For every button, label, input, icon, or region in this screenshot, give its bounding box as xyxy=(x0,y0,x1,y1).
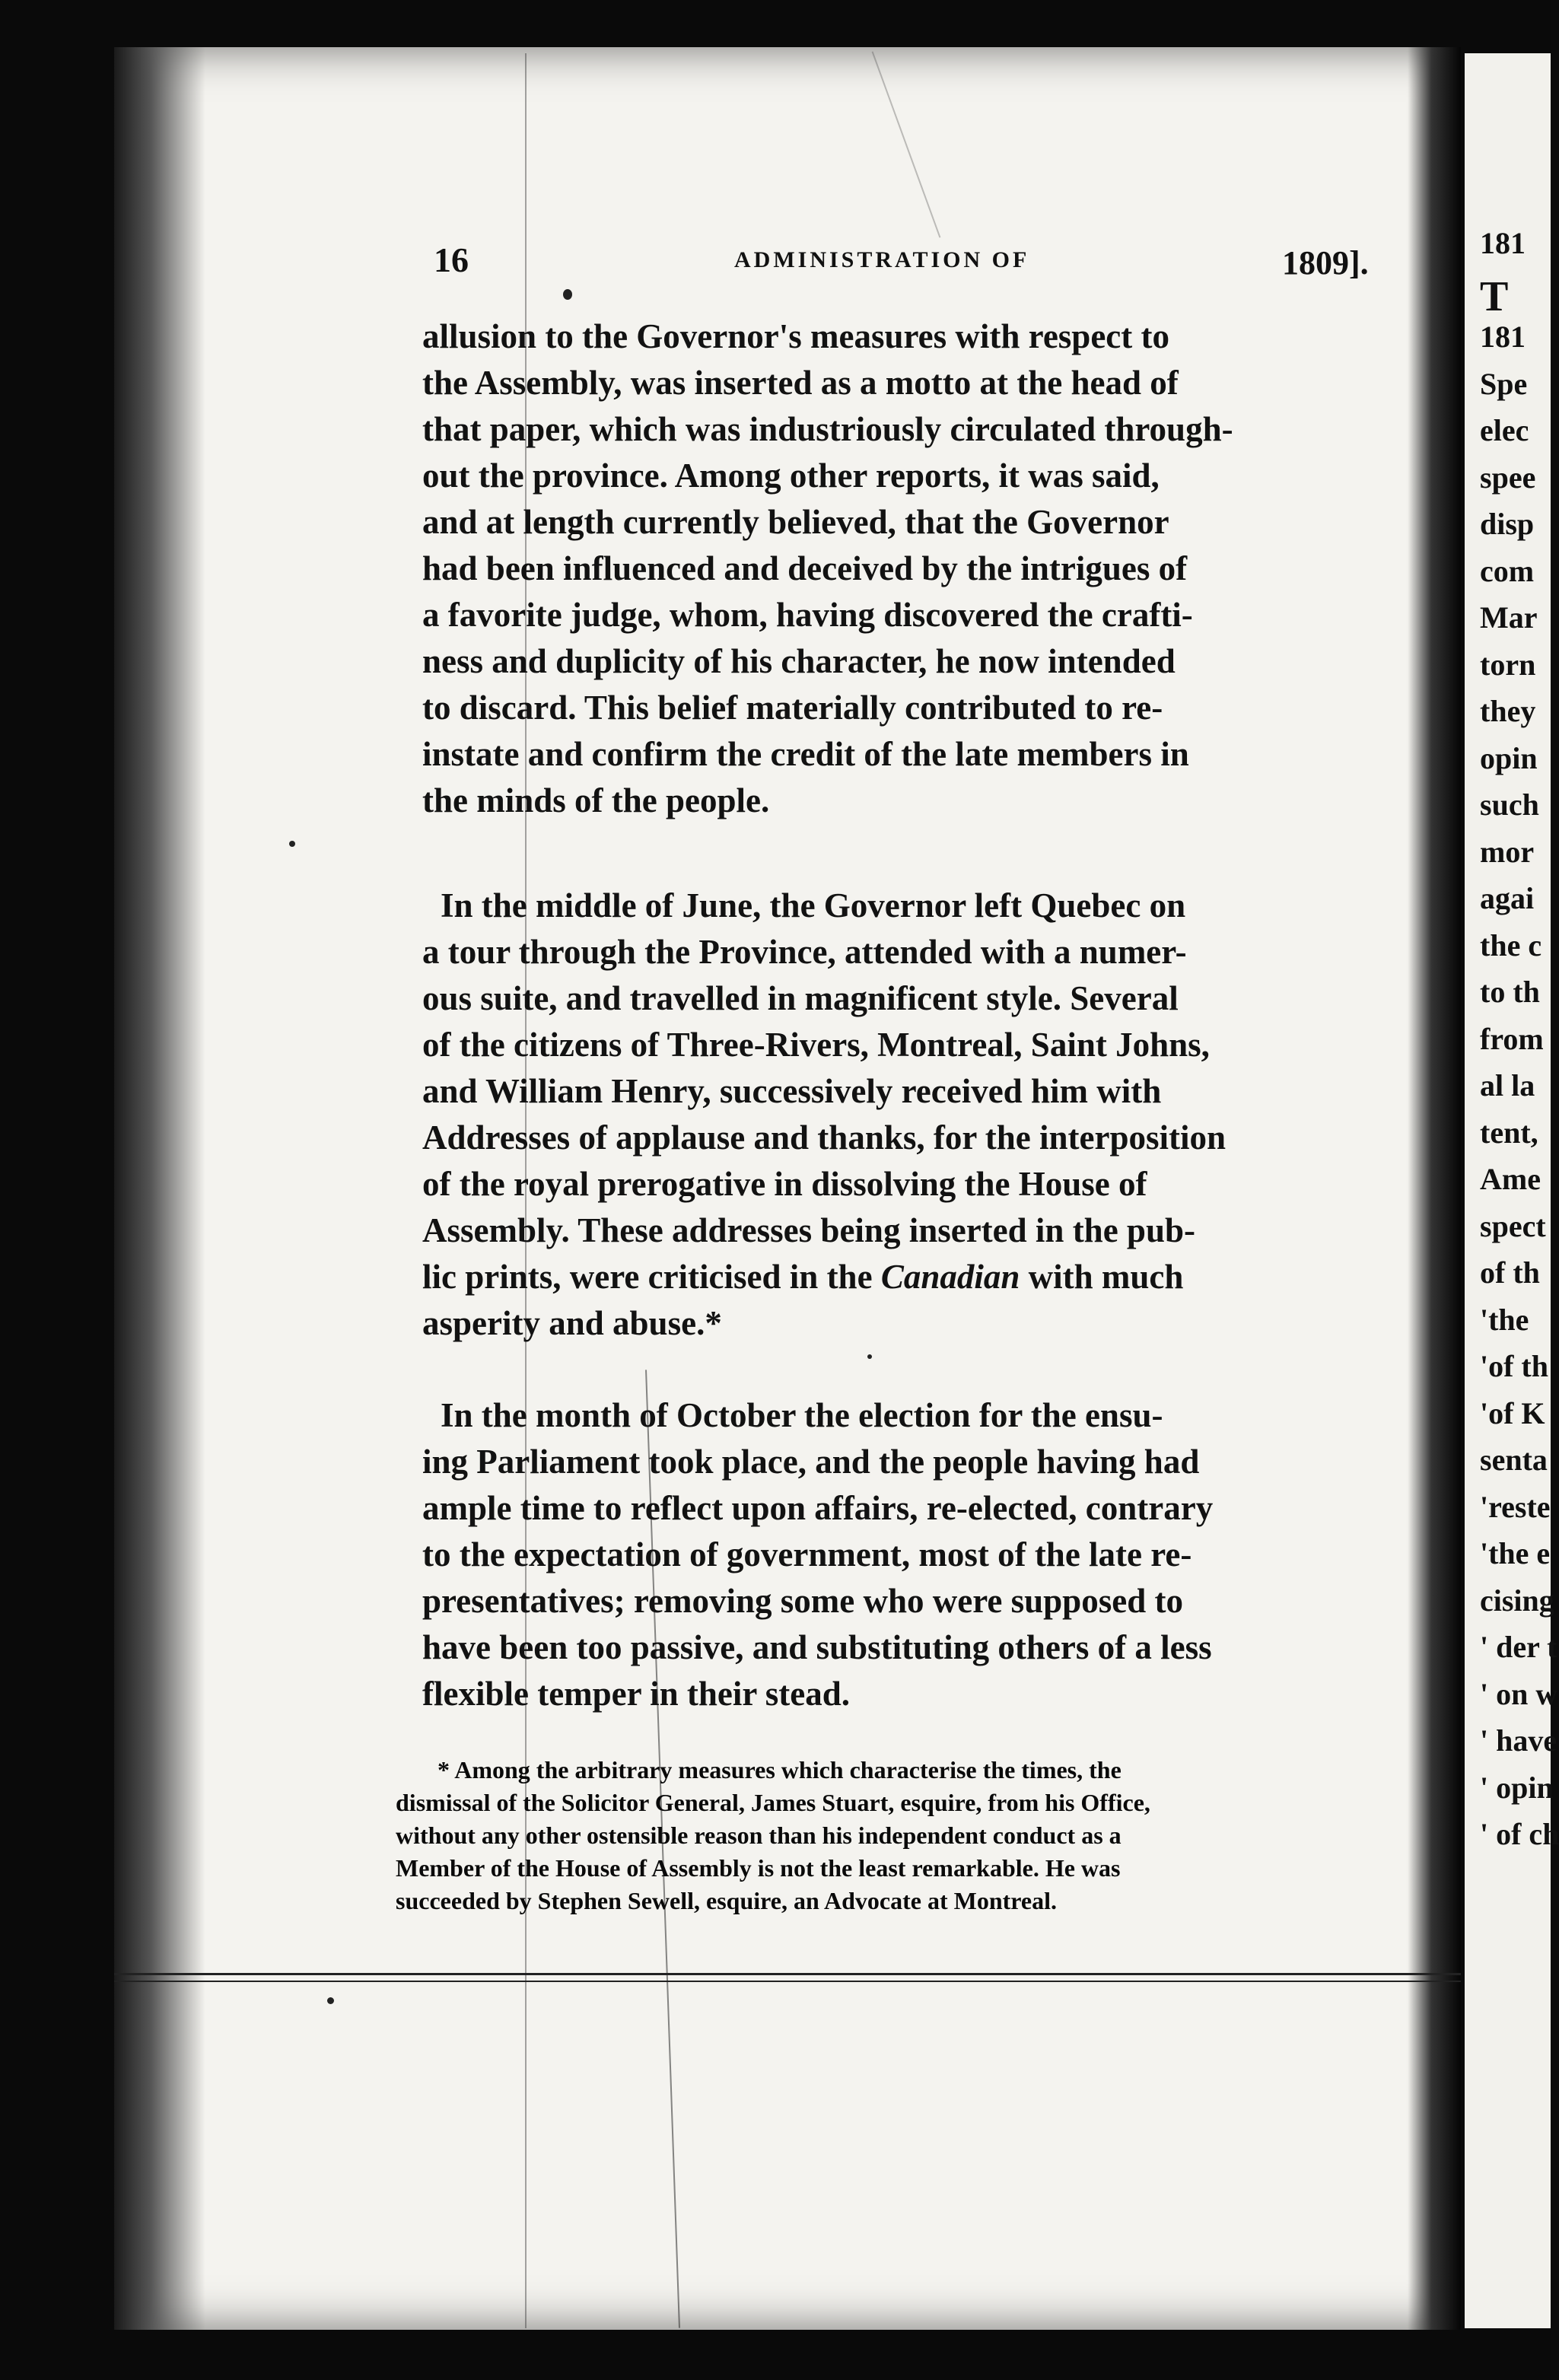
facing-page-line: the c xyxy=(1480,928,1542,963)
facing-page-line: ' der t xyxy=(1480,1630,1557,1664)
text-line: and at length currently believed, that the Governor xyxy=(422,503,1169,541)
facing-page-line: 'of K xyxy=(1480,1395,1545,1430)
scan-speck xyxy=(867,1354,872,1359)
paragraph-2 xyxy=(422,883,1389,1347)
facing-page-line: agai xyxy=(1480,881,1535,915)
facing-page-line: to th xyxy=(1480,975,1540,1009)
text-line: instate and confirm the credit of the late members in xyxy=(422,735,1189,773)
footnote xyxy=(396,1754,1362,1917)
facing-page-line: tent, xyxy=(1480,1115,1538,1150)
footnote-line: dismissal of the Solicitor General, James Stuart, esquire, from his Office, xyxy=(396,1789,1150,1816)
facing-page-line: ' on w xyxy=(1480,1676,1558,1711)
facing-page-line: T xyxy=(1480,272,1509,320)
facing-page-line: senta xyxy=(1480,1443,1548,1477)
running-head xyxy=(434,240,1461,285)
facing-page-line: Spe xyxy=(1480,366,1528,401)
facing-page-line: disp xyxy=(1480,507,1535,541)
facing-page-line: such xyxy=(1480,788,1539,822)
facing-page-line: Ame xyxy=(1480,1162,1541,1196)
facing-page-line: cising xyxy=(1480,1583,1554,1618)
text-line: that paper, which was industriously circulated through- xyxy=(422,410,1233,448)
text-line: a tour through the Province, attended with a numer- xyxy=(422,933,1187,971)
page-edge-shadow xyxy=(114,47,205,2330)
text-line: out the province. Among other reports, it was said, xyxy=(422,457,1160,495)
scan-speck xyxy=(289,841,295,847)
footnote-line: without any other ostensible reason than his independent conduct as a xyxy=(396,1822,1122,1849)
footnote-line: * Among the arbitrary measures which characterise the times, the xyxy=(437,1756,1122,1783)
facing-page-line: from xyxy=(1480,1021,1544,1056)
facing-page-line: com xyxy=(1480,553,1535,588)
footnote-line: succeeded by Stephen Sewell, esquire, an Advocate at Montreal. xyxy=(396,1887,1057,1914)
text-line: Assembly. These addresses being inserted in the pub- xyxy=(422,1211,1195,1249)
facing-page-line: ' of ch xyxy=(1480,1817,1559,1851)
text-line: ous suite, and travelled in magnificent style. Several xyxy=(422,979,1179,1017)
paragraph-1 xyxy=(422,313,1389,824)
text-line: ample time to reflect upon affairs, re-elected, contrary xyxy=(422,1489,1214,1527)
text-line: In the month of October the election for the ensu- xyxy=(441,1396,1163,1434)
text-line: allusion to the Governor's measures with respect to xyxy=(422,317,1170,355)
text-line: presentatives; removing some who were supposed to xyxy=(422,1582,1183,1620)
text-line: to the expectation of government, most of the late re- xyxy=(422,1535,1192,1573)
facing-page-line: elec xyxy=(1480,413,1529,447)
text-line: the Assembly, was inserted as a motto at the head of xyxy=(422,364,1179,402)
text-line: In the middle of June, the Governor left Quebec on xyxy=(441,886,1186,924)
page-number: 16 xyxy=(434,240,469,279)
facing-page-line: ' have xyxy=(1480,1723,1557,1758)
text-line: and William Henry, successively received him with xyxy=(422,1072,1162,1110)
facing-page-line: opin xyxy=(1480,740,1538,775)
running-year: 1809]. xyxy=(1282,244,1369,282)
facing-page-line: 'the e xyxy=(1480,1536,1551,1570)
page-rule xyxy=(114,1981,1461,1982)
page-rule xyxy=(114,1973,1461,1975)
text-line: to discard. This belief materially contributed to re- xyxy=(422,689,1163,727)
text-line: ness and duplicity of his character, he now intended xyxy=(422,642,1176,680)
italic-title: Canadian xyxy=(880,1258,1020,1296)
footnote-line: Member of the House of Assembly is not the least remarkable. He was xyxy=(396,1854,1121,1882)
text-line: have been too passive, and substituting others of a less xyxy=(422,1628,1212,1666)
facing-page-line: 'the xyxy=(1480,1302,1529,1337)
facing-page-line: 'of th xyxy=(1480,1349,1548,1383)
facing-page-line: ' opin xyxy=(1480,1770,1554,1805)
facing-page-line: 'reste xyxy=(1480,1489,1551,1524)
running-title: ADMINISTRATION OF xyxy=(734,247,1030,272)
facing-page-line: 181 xyxy=(1480,226,1526,260)
text-line: the minds of the people. xyxy=(422,781,770,819)
facing-page-line: spee xyxy=(1480,460,1536,495)
facing-page-edge xyxy=(1465,53,1559,2328)
text-segment: lic prints, were criticised in the xyxy=(422,1258,881,1296)
page-gutter-shadow xyxy=(1408,47,1461,2330)
facing-page-line: mor xyxy=(1480,834,1535,869)
scan-speck xyxy=(563,289,572,300)
facing-page-line: 181 xyxy=(1480,320,1526,354)
text-line: a favorite judge, whom, having discovered the crafti- xyxy=(422,596,1193,634)
text-segment: with much xyxy=(1020,1258,1184,1296)
facing-page-line: Mar xyxy=(1480,600,1538,635)
text-line: had been influenced and deceived by the intrigues of xyxy=(422,549,1188,587)
facing-page-line: of th xyxy=(1480,1255,1540,1290)
text-line: of the royal prerogative in dissolving the House of xyxy=(422,1165,1147,1203)
text-line: flexible temper in their stead. xyxy=(422,1675,850,1713)
facing-page-line: they xyxy=(1480,694,1536,728)
facing-page-line: spect xyxy=(1480,1208,1546,1243)
scan-speck xyxy=(327,1997,334,2004)
text-line xyxy=(422,1254,1389,1300)
text-line: ing Parliament took place, and the people having had xyxy=(422,1443,1200,1481)
text-line: asperity and abuse.* xyxy=(422,1304,722,1342)
text-line: Addresses of applause and thanks, for the interposition xyxy=(422,1118,1227,1157)
text-line: of the citizens of Three-Rivers, Montreal, Saint Johns, xyxy=(422,1026,1210,1064)
facing-page-line: al la xyxy=(1480,1068,1535,1102)
paragraph-3 xyxy=(422,1392,1389,1717)
facing-page-line: torn xyxy=(1480,647,1536,682)
